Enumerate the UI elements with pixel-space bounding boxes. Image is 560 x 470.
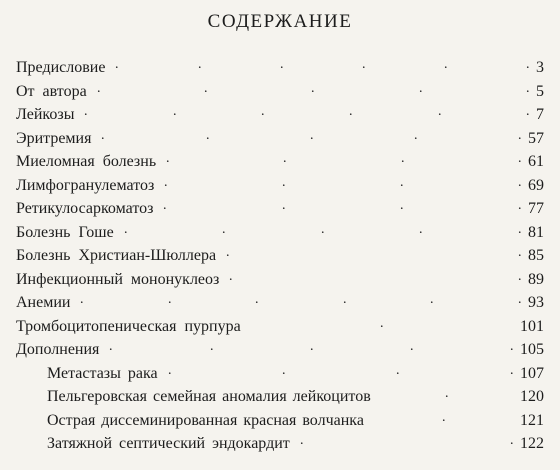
leader-dot: . xyxy=(526,57,530,72)
leader-dot: . xyxy=(400,174,404,190)
toc-entry-title: Болезнь Христиан-Шюллера xyxy=(16,247,217,264)
leader-dot: . xyxy=(255,292,259,307)
toc-entry-title: Миеломная болезнь xyxy=(16,153,157,170)
leader-dot: . xyxy=(362,57,366,72)
leader-dot: . xyxy=(80,292,84,307)
leader-dot: . xyxy=(198,57,202,72)
leader-dot: . xyxy=(380,315,384,331)
leader-dot: . xyxy=(97,80,101,96)
leader-dot: . xyxy=(518,292,522,307)
toc-page-number: 5 xyxy=(536,82,544,100)
leader-dot: . xyxy=(204,80,208,96)
leader-dot: . xyxy=(173,104,177,119)
toc-entry-title: Ретикулосаркоматоз xyxy=(16,200,154,217)
dot-leader xyxy=(0,147,560,171)
leader-dot: . xyxy=(444,57,448,72)
leader-dot: . xyxy=(321,221,325,237)
leader-dot: . xyxy=(310,339,314,354)
leader-dot: . xyxy=(419,221,423,237)
dot-leader xyxy=(0,241,560,265)
leader-dot: . xyxy=(226,245,230,260)
leader-dot: . xyxy=(410,339,414,354)
dot-leader xyxy=(0,359,560,383)
leader-dot: . xyxy=(164,174,168,190)
leader-dot: . xyxy=(518,198,522,213)
toc-entry-title: Тромбоцитопеническая пурпура xyxy=(16,317,241,335)
leader-dot: . xyxy=(311,80,315,96)
leader-dot: . xyxy=(400,198,404,213)
toc-entry-title: Инфекционный мононуклеоз xyxy=(16,270,220,288)
leader-dot: . xyxy=(168,292,172,307)
toc-page-number: 107 xyxy=(520,364,544,382)
leader-dot: . xyxy=(206,127,210,143)
leader-dot: . xyxy=(396,362,400,378)
leader-dot: . xyxy=(282,362,286,378)
toc-entry-title: Пельгеровская семейная аномалия лейкоцитов xyxy=(47,388,371,405)
leader-dot: . xyxy=(280,57,284,72)
leader-dot: . xyxy=(349,104,353,119)
dot-leader xyxy=(0,288,560,312)
toc-page-number: 121 xyxy=(520,411,544,429)
leader-dot: . xyxy=(222,221,226,237)
leader-dot: . xyxy=(518,221,522,237)
leader-dot: . xyxy=(430,292,434,307)
toc-page-number: 105 xyxy=(520,341,544,358)
leader-dot: . xyxy=(445,386,449,401)
dot-leader xyxy=(0,406,560,430)
leader-dot: . xyxy=(282,174,286,190)
toc-page-number: 7 xyxy=(536,106,544,123)
toc-page-number: 89 xyxy=(528,270,544,288)
leader-dot: . xyxy=(518,268,522,284)
leader-dot: . xyxy=(84,104,88,119)
leader-dot: . xyxy=(101,127,105,143)
toc-page-number: 85 xyxy=(528,247,544,264)
toc-entry-title: Дополнения xyxy=(16,341,100,358)
leader-dot: . xyxy=(510,433,514,448)
toc-entry-title: От автора xyxy=(16,82,87,100)
toc-page-number: 120 xyxy=(520,388,544,405)
toc-page-number: 101 xyxy=(520,317,544,335)
leader-dot: . xyxy=(283,151,287,166)
leader-dot: . xyxy=(163,198,167,213)
leader-dot: . xyxy=(518,151,522,166)
leader-dot: . xyxy=(442,409,446,425)
leader-dot: . xyxy=(343,292,347,307)
dot-leader xyxy=(0,53,560,77)
dot-leader xyxy=(0,312,560,336)
leader-dot: . xyxy=(166,151,170,166)
leader-dot: . xyxy=(115,57,119,72)
leader-dot: . xyxy=(518,174,522,190)
toc-entry-title: Предисловие xyxy=(16,59,106,76)
page-title: СОДЕРЖАНИЕ xyxy=(207,11,353,32)
leader-dot: . xyxy=(229,268,233,284)
leader-dot: . xyxy=(401,151,405,166)
dot-leader xyxy=(0,335,560,359)
leader-dot: . xyxy=(210,339,214,354)
leader-dot: . xyxy=(310,127,314,143)
leader-dot: . xyxy=(526,104,530,119)
leader-dot: . xyxy=(168,362,172,378)
toc-entry-title: Острая диссеминированная красная волчанка xyxy=(47,411,364,429)
leader-dot: . xyxy=(438,104,442,119)
toc-page-number: 57 xyxy=(528,129,544,147)
leader-dot: . xyxy=(300,433,304,448)
leader-dot: . xyxy=(526,80,530,96)
dot-leader xyxy=(0,265,560,289)
toc-row xyxy=(0,432,560,456)
toc-entry-title: Лимфогранулематоз xyxy=(16,176,155,194)
dot-leader xyxy=(0,194,560,218)
toc-page-number: 77 xyxy=(528,200,544,217)
leader-dot: . xyxy=(419,80,423,96)
toc-entry-title: Анемии xyxy=(16,294,71,311)
toc-entry-title: Затяжной септический эндокардит xyxy=(47,435,290,452)
leader-dot: . xyxy=(414,127,418,143)
dot-leader xyxy=(0,124,560,148)
dot-leader xyxy=(0,382,560,406)
leader-dot: . xyxy=(510,339,514,354)
toc-entry-title: Болезнь Гоше xyxy=(16,223,114,241)
toc-entry-title: Метастазы рака xyxy=(47,364,158,382)
toc-page-number: 93 xyxy=(528,294,544,311)
leader-dot: . xyxy=(261,104,265,119)
leader-dot: . xyxy=(510,362,514,378)
dot-leader xyxy=(0,100,560,124)
dot-leader xyxy=(0,77,560,101)
toc-page-number: 81 xyxy=(528,223,544,241)
leader-dot: . xyxy=(124,221,128,237)
table-of-contents xyxy=(0,56,560,456)
toc-entry-title: Лейкозы xyxy=(16,106,75,123)
toc-entry-title: Эритремия xyxy=(16,129,92,147)
toc-page-number: 3 xyxy=(536,59,544,76)
leader-dot: . xyxy=(518,245,522,260)
leader-dot: . xyxy=(518,127,522,143)
leader-dot: . xyxy=(282,198,286,213)
dot-leader xyxy=(0,429,560,453)
toc-page-number: 122 xyxy=(520,435,544,452)
leader-dot: . xyxy=(109,339,113,354)
dot-leader xyxy=(0,171,560,195)
toc-page-number: 69 xyxy=(528,176,544,194)
toc-page-number: 61 xyxy=(528,153,544,170)
dot-leader xyxy=(0,218,560,242)
